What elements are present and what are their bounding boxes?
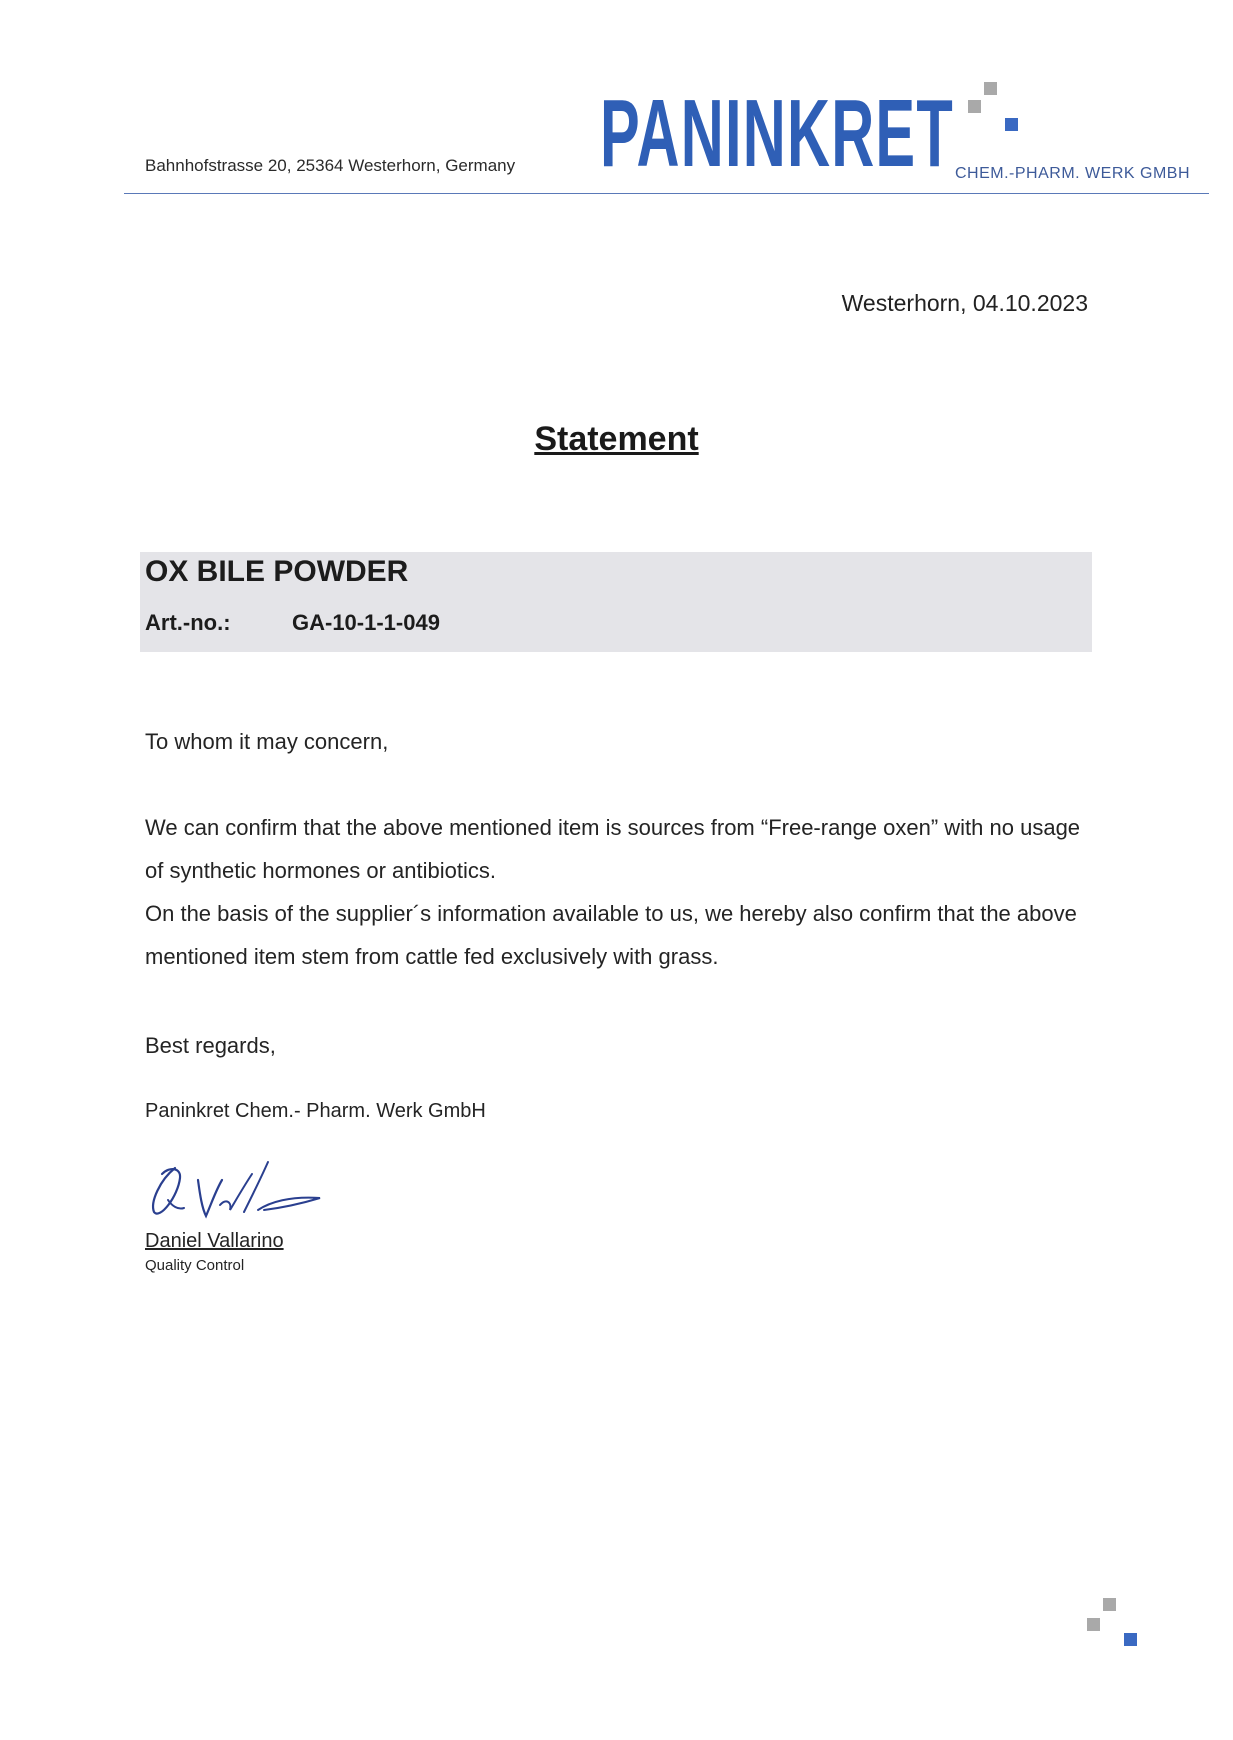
- body-paragraph-1: We can confirm that the above mentioned item is sources from “Free-range oxen” with no usage of synthetic hormones or antibiotics.: [145, 815, 1081, 883]
- header-divider: [124, 193, 1209, 194]
- signatory-role: Quality Control: [145, 1257, 245, 1274]
- handwritten-signature: [140, 1150, 340, 1230]
- salutation: To whom it may concern,: [145, 729, 389, 754]
- letter-date: Westerhorn, 04.10.2023: [841, 290, 1088, 316]
- article-number-label: Art.-no.:: [145, 610, 231, 635]
- company-logo-subtitle: CHEM.-PHARM. WERK GMBH: [955, 165, 1190, 182]
- signatory-name: Daniel Vallarino: [145, 1230, 284, 1252]
- company-address: Bahnhofstrasse 20, 25364 Westerhorn, Germany: [145, 156, 516, 175]
- article-number: GA-10-1-1-049: [292, 610, 440, 635]
- product-name: OX BILE POWDER: [145, 555, 409, 588]
- document-title: Statement: [534, 420, 699, 458]
- body-paragraph-2: On the basis of the supplier´s information available to us, we hereby also confirm that the above mentioned item stem from cattle fed exclusively with grass.: [145, 901, 1077, 969]
- sender-company: Paninkret Chem.- Pharm. Werk GmbH: [145, 1100, 486, 1122]
- closing-line: Best regards,: [145, 1033, 276, 1058]
- company-logo-wordmark: PANINKRET: [600, 80, 954, 187]
